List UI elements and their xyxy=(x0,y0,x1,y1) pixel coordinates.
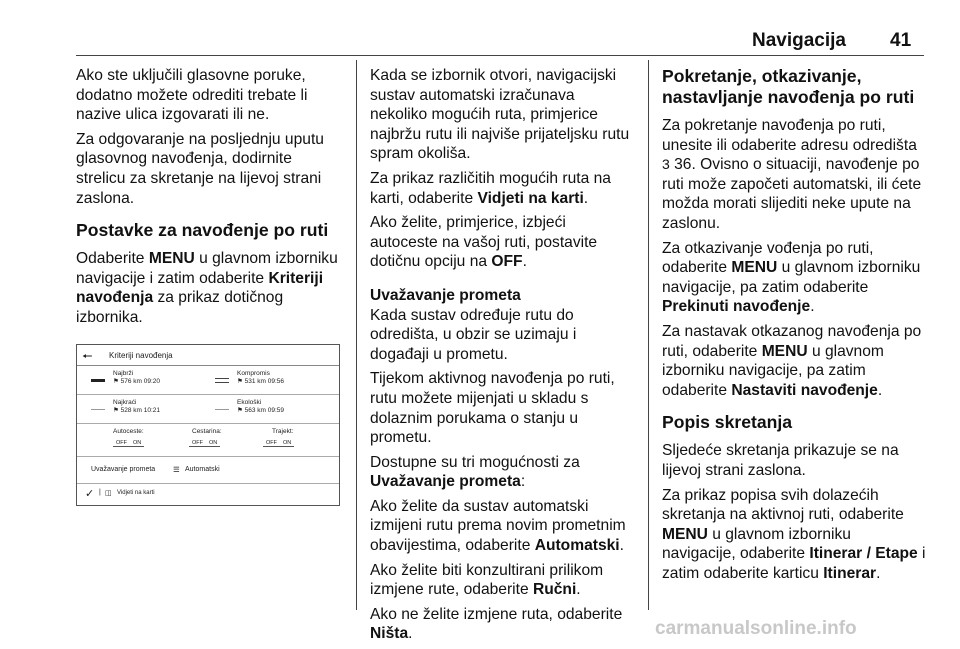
paragraph: Za prikaz popisa svih dolazećih skretanja na aktivnoj ruti, odaberite MENU u glavnom izborniku navigacije, odaberite Itinerar / Etape i zatim odaberite karticu Itinerar. xyxy=(662,486,926,582)
map-icon: ◫ xyxy=(105,490,112,497)
route-option[interactable]: Najkraći ⚑ 528 km 10:21 xyxy=(113,399,161,414)
paragraph: Kada sustav određuje rutu do odredišta, u obzir se uzimaju i događaji u prometu. xyxy=(370,306,577,363)
traffic-label: Uvažavanje prometa xyxy=(91,466,156,473)
route-shortest-icon xyxy=(91,409,105,410)
separator: | xyxy=(99,489,101,496)
column-left xyxy=(76,66,344,333)
page-header xyxy=(0,0,960,60)
motorway-toggle[interactable]: OFF ON xyxy=(113,440,144,447)
column-divider xyxy=(648,60,649,610)
paragraph: Ako želite da sustav automatski izmijeni rutu prema novim prometnim obavijestima, odaberite Automatski. xyxy=(370,497,626,555)
list-icon: ☰ xyxy=(173,465,180,474)
route-option[interactable]: Ekološki ⚑ 563 km 09:59 xyxy=(237,399,285,414)
watermark: carmanualsonline.info xyxy=(655,618,857,639)
page-title: Navigacija xyxy=(752,30,846,51)
traffic-value: Automatski xyxy=(185,466,220,473)
toggle-label: Trajekt: xyxy=(272,428,294,435)
flag-icon: ⚑ xyxy=(237,378,245,385)
flag-icon: ⚑ xyxy=(237,407,245,414)
column-middle xyxy=(370,66,636,649)
toll-toggle[interactable]: OFF ON xyxy=(189,440,220,447)
menu-screenshot xyxy=(76,344,340,506)
paragraph: Za otkazivanje vođenja po ruti, odaberite MENU u glavnom izborniku navigacije, pa zatim odaberite Prekinuti navođenje. xyxy=(662,239,921,316)
route-row xyxy=(77,366,339,395)
column-divider xyxy=(356,60,357,610)
route-eco-icon xyxy=(215,409,229,410)
section-heading: Popis skretanja xyxy=(662,412,793,433)
paragraph: Za pokretanje navođenja po ruti, unesite ili odaberite adresu odredišta 3 36. Ovisno o situaciji, navođenje po ruti može započeti automatski, ili ćete možda morati slijediti neke upute na zaslonu. xyxy=(662,117,922,232)
route-row xyxy=(77,395,339,424)
paragraph: Sljedeće skretanja prikazuje se na lijevoj strani zaslona. xyxy=(662,442,899,479)
action-bar xyxy=(77,484,339,504)
view-map-button[interactable]: Vidjeti na karti xyxy=(117,490,155,496)
header-rule xyxy=(76,55,924,56)
paragraph: Za prikaz različitih mogućih ruta na karti, odaberite Vidjeti na karti. xyxy=(370,169,611,207)
column-right xyxy=(662,66,926,588)
paragraph: Ako želite biti konzultirani prilikom izmjene rute, odaberite Ručni. xyxy=(370,561,604,599)
screenshot-title: Kriteriji navođenja xyxy=(109,351,173,360)
screenshot-titlebar xyxy=(77,345,339,366)
section-heading: Pokretanje, otkazivanje, nastavljanje navođenja po ruti xyxy=(662,66,915,107)
ferry-toggle[interactable]: OFF ON xyxy=(263,440,294,447)
paragraph: Dostupne su tri mogućnosti za Uvažavanje prometa: xyxy=(370,453,580,491)
back-arrow-icon[interactable]: 🠔 xyxy=(82,349,93,363)
paragraph: Za odgovaranje na posljednju uputu glasovnog navođenja, dodirnite strelicu za skretanje na lijevoj strani zaslona. xyxy=(76,130,324,207)
subheading: Uvažavanje prometa xyxy=(370,286,521,304)
route-fastest-icon xyxy=(91,379,105,382)
paragraph: Za nastavak otkazanog navođenja po ruti, odaberite MENU u glavnom izborniku navigacije, pa zatim odaberite Nastaviti navođenje. xyxy=(662,322,922,399)
flag-icon: ⚑ xyxy=(113,378,121,385)
paragraph: Odaberite MENU u glavnom izborniku navigacije i zatim odaberite Kriteriji navođenja za prikaz dotičnog izbornika. xyxy=(76,250,338,326)
paragraph: Tijekom aktivnog navođenja po ruti, rutu možete mijenjati u skladu s dolaznim porukama o stanju u prometu. xyxy=(370,370,615,447)
paragraph: Ako želite, primjerice, izbjeći autoceste na vašoj ruti, postavite dotičnu opciju na OFF. xyxy=(370,214,598,271)
route-compromise-icon xyxy=(215,378,229,383)
toggle-row xyxy=(77,424,339,457)
paragraph: Kada se izbornik otvori, navigacijski sustav automatski izračunava nekoliko mogućih ruta, primjerice najbržu rutu ili najviše prijateljsku rutu spram okoliša. xyxy=(370,67,630,163)
route-option[interactable]: Kompromis ⚑ 531 km 09:56 xyxy=(237,370,285,385)
flag-icon: ⚑ xyxy=(113,407,121,414)
paragraph: Ako ne želite izmjene ruta, odaberite Ništa. xyxy=(370,605,623,643)
check-icon[interactable]: ✓ xyxy=(85,488,95,500)
page-number: 41 xyxy=(890,30,912,51)
reference-arrow-icon: 3 xyxy=(662,156,670,173)
section-heading: Postavke za navođenje po ruti xyxy=(76,220,329,241)
paragraph: Ako ste uključili glasovne poruke, dodatno možete odrediti trebate li nazive ulica izgovarati ili ne. xyxy=(76,67,308,124)
toggle-label: Cestarina: xyxy=(192,428,222,435)
traffic-row[interactable] xyxy=(77,457,339,484)
toggle-label: Autoceste: xyxy=(113,428,144,435)
route-option[interactable]: Najbrži ⚑ 576 km 09:20 xyxy=(113,370,161,385)
